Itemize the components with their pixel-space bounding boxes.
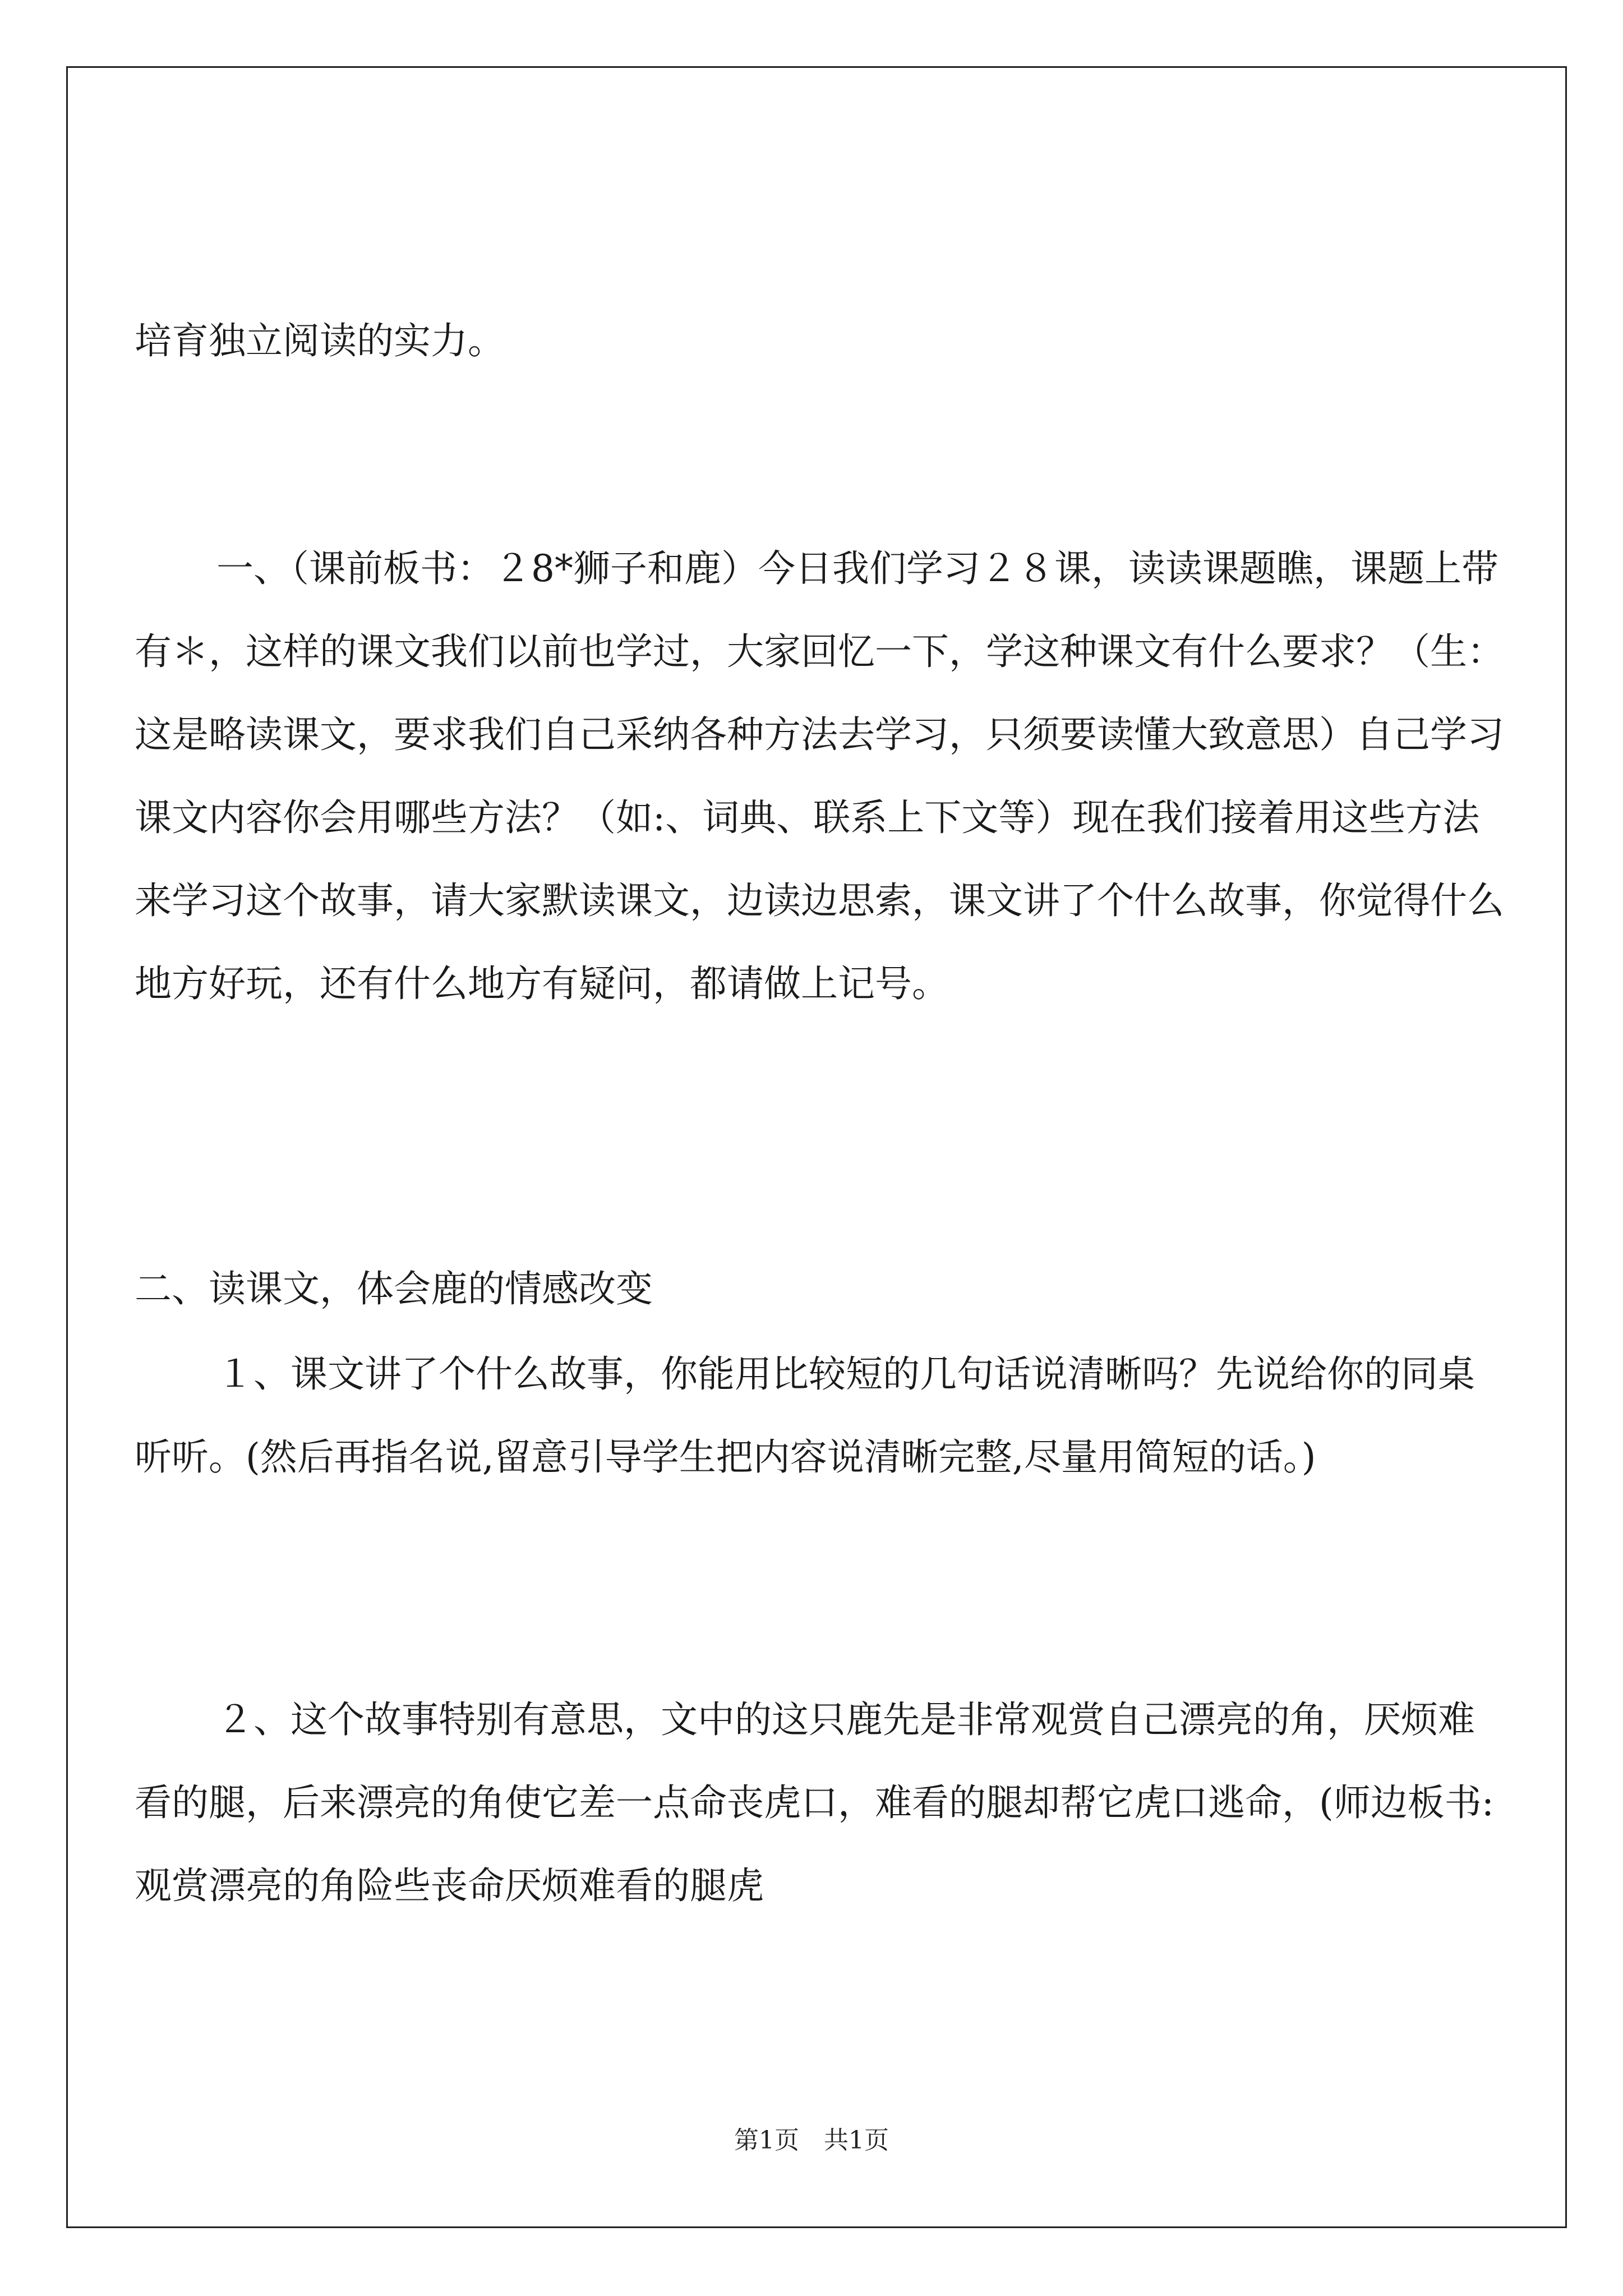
paragraph-intro: 培育独立阅读的实力。	[135, 319, 505, 362]
paragraph-item-one: １、课文讲了个什么故事，你能用比较短的几句话说清晰吗？先说给你的同桌听听。(然后再指名说,留意引导学生把内容说清晰完整,尽量用简短的话。)	[135, 1352, 1475, 1479]
paragraph-item-two: ２、这个故事特别有意思，文中的这只鹿先是非常观赏自己漂亮的角，厌烦难看的腿，后来漂亮的角使它差一点命丧虎口，难看的腿却帮它虎口逃命，(师边板书: 观赏漂亮的角险些丧命厌烦难看的腿虎	[135, 1698, 1494, 1907]
paragraph-section-one: 一、（课前板书：２8*狮子和鹿）今日我们学习２８课，读读课题瞧，课题上带有＊，这样的课文我们以前也学过，大家回忆一下，学这种课文有什么要求？（生：这是略读课文，要求我们自己采纳各种方法去学习，只须要读懂大致意思）自己学习课文内容你会用哪些方法？（如:、词典、联系上下文等）现在我们接着用这些方法来学习这个故事，请大家默读课文，边读边思索，课文讲了个什么故事，你觉得什么地方好玩，还有什么地方有疑问，都请做上记号。	[135, 547, 1504, 1005]
page-footer: 第1页 共1页	[734, 2126, 889, 2155]
paragraph-heading-two: 二、读课文，体会鹿的情感改变	[135, 1267, 653, 1310]
